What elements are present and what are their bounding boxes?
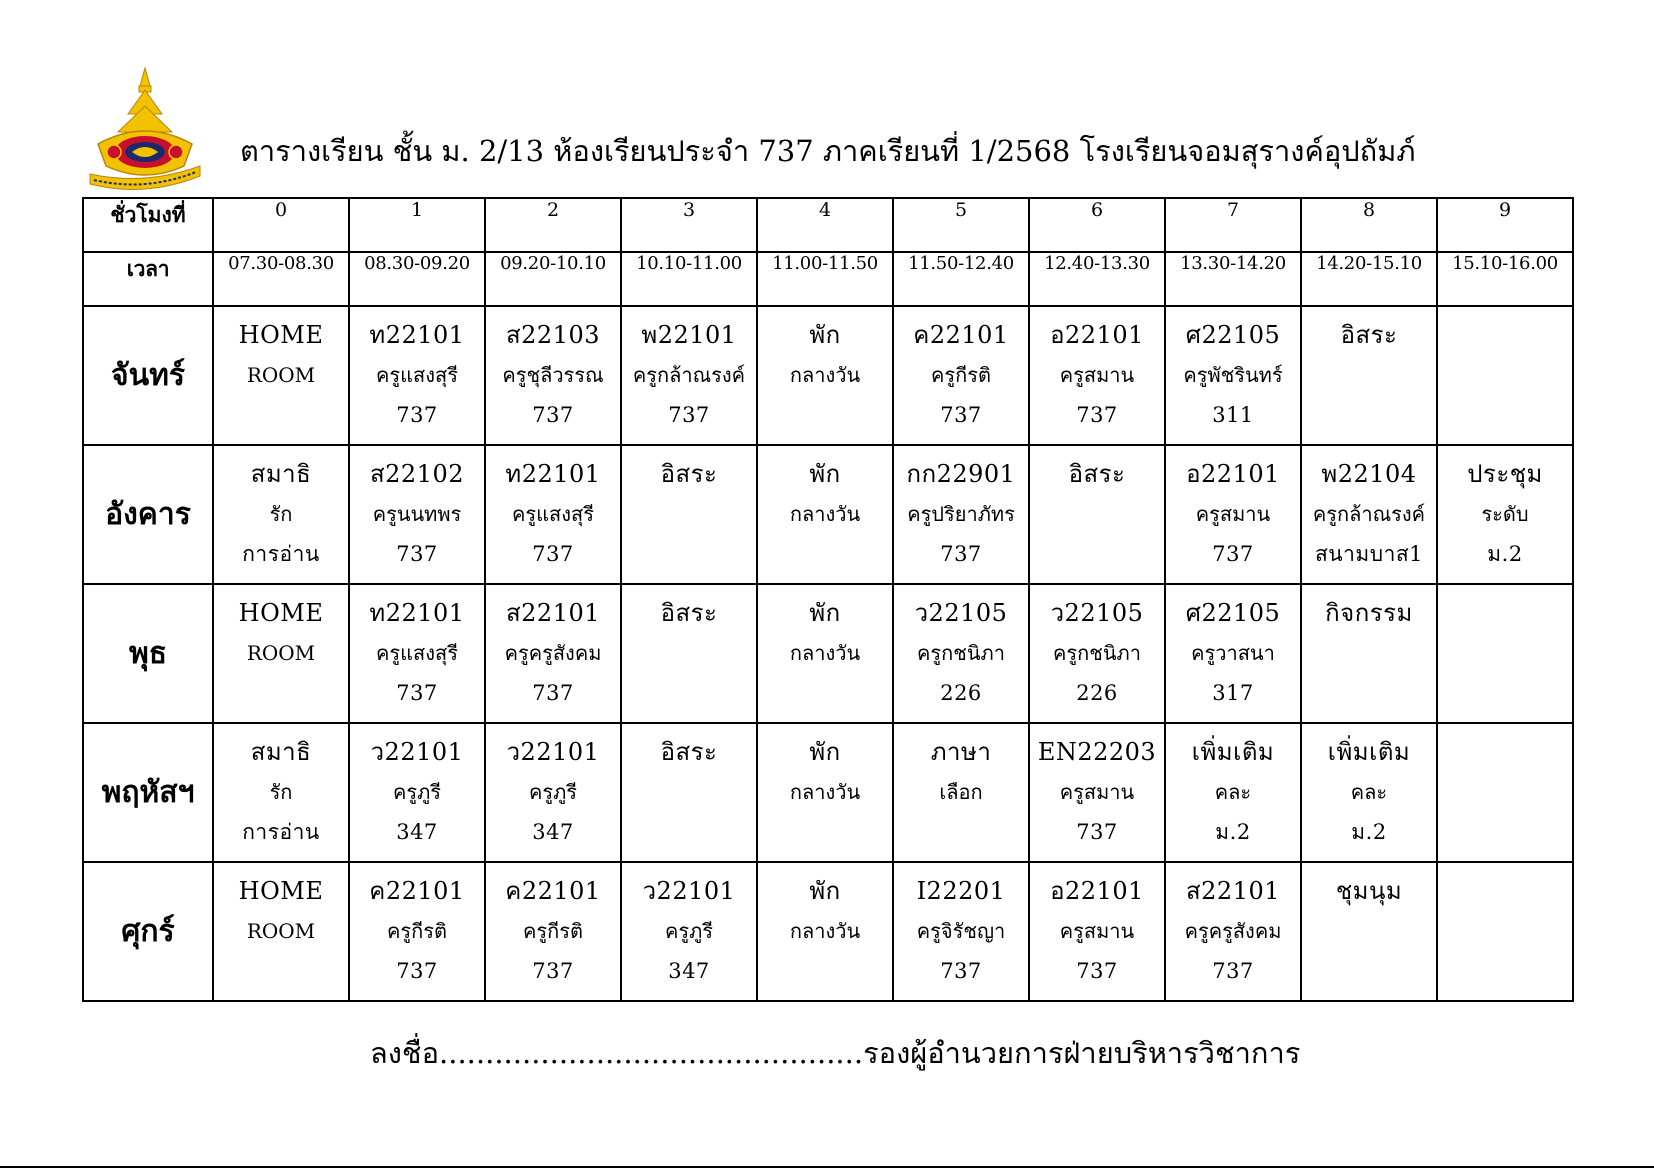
teacher-name: ครูครูสังคม xyxy=(504,641,602,665)
class-cell xyxy=(757,584,893,723)
time-range: 09.20-10.10 xyxy=(485,252,621,306)
subject-code: อิสระ xyxy=(660,599,718,627)
class-cell xyxy=(349,862,485,1001)
subject-code: ว22101 xyxy=(370,738,464,766)
class-cell xyxy=(757,862,893,1001)
teacher-name: ครูวาสนา xyxy=(1191,641,1275,665)
subject-code: ส22103 xyxy=(506,321,600,349)
class-cell xyxy=(485,445,621,584)
time-range: 14.20-15.10 xyxy=(1301,252,1437,306)
teacher-name: คละ xyxy=(1214,780,1252,804)
subject-code: ภาษา xyxy=(930,738,992,766)
teacher-name xyxy=(1438,911,1572,951)
room-number: 737 xyxy=(940,403,982,427)
time-label: เวลา xyxy=(83,252,213,306)
room-number xyxy=(1302,673,1436,713)
subject-code: HOME xyxy=(238,321,324,349)
class-cell xyxy=(349,306,485,445)
time-range: 15.10-16.00 xyxy=(1437,252,1573,306)
school-emblem-icon xyxy=(84,66,206,196)
subject-code: สมาธิ xyxy=(250,460,312,488)
teacher-name: กลางวัน xyxy=(789,919,861,943)
subject-code xyxy=(1438,871,1572,911)
class-cell xyxy=(1301,306,1437,445)
time-range: 12.40-13.30 xyxy=(1029,252,1165,306)
period-number: 1 xyxy=(349,198,485,252)
time-range: 11.00-11.50 xyxy=(757,252,893,306)
day-row xyxy=(83,862,1573,1001)
class-cell xyxy=(485,306,621,445)
class-cell xyxy=(349,445,485,584)
class-cell xyxy=(1301,445,1437,584)
subject-code: อ22101 xyxy=(1050,321,1144,349)
teacher-name: รัก xyxy=(269,780,293,804)
class-cell xyxy=(213,306,349,445)
room-number: 737 xyxy=(1212,959,1254,983)
subject-code: ท22101 xyxy=(369,599,465,627)
subject-code: ส22101 xyxy=(1186,877,1280,905)
day-name: ศุกร์ xyxy=(83,862,213,1001)
room-number xyxy=(894,812,1028,852)
teacher-name: ครูแสงสุรี xyxy=(512,502,594,526)
teacher-name: ครูสมาน xyxy=(1059,919,1135,943)
subject-code: ค22101 xyxy=(913,321,1009,349)
room-number xyxy=(1030,534,1164,574)
subject-code: กิจกรรม xyxy=(1325,599,1413,627)
day-name: อังคาร xyxy=(83,445,213,584)
room-number xyxy=(214,951,348,991)
room-number: 737 xyxy=(396,542,438,566)
teacher-name: คละ xyxy=(1350,780,1388,804)
subject-code: ชุมนุม xyxy=(1335,877,1403,905)
day-row xyxy=(83,723,1573,862)
room-number: 737 xyxy=(532,542,574,566)
class-cell xyxy=(757,306,893,445)
subject-code: ท22101 xyxy=(369,321,465,349)
class-cell xyxy=(1301,584,1437,723)
room-number: 737 xyxy=(396,403,438,427)
teacher-name: ครูกล้าณรงค์ xyxy=(1312,502,1426,526)
subject-code: ส22101 xyxy=(506,599,600,627)
class-cell xyxy=(621,306,757,445)
school-logo xyxy=(84,66,206,196)
class-cell xyxy=(893,723,1029,862)
subject-code: อ22101 xyxy=(1186,460,1280,488)
class-cell xyxy=(893,862,1029,1001)
room-number xyxy=(214,395,348,435)
teacher-name: ครูครูสังคม xyxy=(1184,919,1282,943)
class-cell xyxy=(1165,584,1301,723)
room-number: 311 xyxy=(1212,403,1254,427)
subject-code: ศ22105 xyxy=(1185,321,1281,349)
subject-code: พ22104 xyxy=(1321,460,1417,488)
teacher-name: ครูแสงสุรี xyxy=(376,641,458,665)
class-cell xyxy=(757,723,893,862)
teacher-name xyxy=(1438,355,1572,395)
class-cell xyxy=(757,445,893,584)
room-number xyxy=(622,534,756,574)
teacher-name xyxy=(1438,633,1572,673)
teacher-name: ครูชุลีวรรณ xyxy=(502,363,604,387)
signature-line: ลงชื่อ..............................................รองผู้อำนวยการฝ่ายบริหารวิชาการ xyxy=(370,1036,1301,1070)
day-row xyxy=(83,584,1573,723)
teacher-name: ครูแสงสุรี xyxy=(376,363,458,387)
class-cell xyxy=(1029,584,1165,723)
room-number: ม.2 xyxy=(1215,820,1251,844)
class-cell xyxy=(349,723,485,862)
class-cell xyxy=(1165,306,1301,445)
class-cell xyxy=(349,584,485,723)
subject-code: เพิ่มเติม xyxy=(1191,738,1275,766)
room-number: 347 xyxy=(532,820,574,844)
page-title: ตารางเรียน ชั้น ม. 2/13 ห้องเรียนประจำ 737 ภาคเรียนที่ 1/2568 โรงเรียนจอมสุรางค์อุปถัมภ์ xyxy=(240,134,1416,168)
room-number: การอ่าน xyxy=(242,820,320,844)
day-name: จันทร์ xyxy=(83,306,213,445)
subject-code: ค22101 xyxy=(369,877,465,905)
subject-code: HOME xyxy=(238,599,324,627)
room-number: 737 xyxy=(940,959,982,983)
timetable xyxy=(82,197,1574,1002)
teacher-name xyxy=(622,772,756,812)
subject-code: พ22101 xyxy=(641,321,737,349)
room-number xyxy=(1438,812,1572,852)
room-number xyxy=(1302,951,1436,991)
period-number: 8 xyxy=(1301,198,1437,252)
day-name: พฤหัสฯ xyxy=(83,723,213,862)
room-number: 737 xyxy=(1076,403,1118,427)
teacher-name: ครูนนทพร xyxy=(372,502,462,526)
teacher-name: กลางวัน xyxy=(789,363,861,387)
teacher-name xyxy=(622,494,756,534)
subject-code: ท22101 xyxy=(505,460,601,488)
subject-code: ประชุม xyxy=(1467,460,1543,488)
room-number: 317 xyxy=(1212,681,1254,705)
room-number xyxy=(1302,395,1436,435)
teacher-name xyxy=(1302,911,1436,951)
teacher-name: ครูกีรติ xyxy=(523,919,583,943)
room-number: 347 xyxy=(668,959,710,983)
period-number: 7 xyxy=(1165,198,1301,252)
period-label: ชั่วโมงที่ xyxy=(83,198,213,252)
room-number: 737 xyxy=(532,403,574,427)
room-number: 737 xyxy=(668,403,710,427)
class-cell xyxy=(1165,723,1301,862)
teacher-name: ROOM xyxy=(246,641,316,665)
teacher-name: เลือก xyxy=(939,780,983,804)
class-cell xyxy=(1165,862,1301,1001)
room-number xyxy=(1438,395,1572,435)
subject-code: เพิ่มเติม xyxy=(1327,738,1411,766)
subject-code: พัก xyxy=(809,321,841,349)
teacher-name: ครูกชนิภา xyxy=(917,641,1005,665)
class-cell xyxy=(485,862,621,1001)
class-cell xyxy=(1437,306,1573,445)
room-number xyxy=(214,673,348,713)
room-number: 737 xyxy=(1076,959,1118,983)
room-number: 737 xyxy=(1212,542,1254,566)
class-cell xyxy=(893,445,1029,584)
bottom-divider xyxy=(0,1166,1654,1168)
teacher-name: กลางวัน xyxy=(789,641,861,665)
period-number: 9 xyxy=(1437,198,1573,252)
subject-code: ว22105 xyxy=(1050,599,1144,627)
subject-code xyxy=(1438,732,1572,772)
day-row xyxy=(83,306,1573,445)
teacher-name: ครูกีรติ xyxy=(931,363,991,387)
subject-code: กก22901 xyxy=(906,460,1016,488)
teacher-name xyxy=(1438,772,1572,812)
teacher-name: ครูปริยาภัทร xyxy=(907,502,1015,526)
subject-code: ว22105 xyxy=(914,599,1008,627)
class-cell xyxy=(1437,584,1573,723)
subject-code: พัก xyxy=(809,877,841,905)
subject-code: อิสระ xyxy=(1068,460,1126,488)
class-cell xyxy=(213,445,349,584)
time-range: 08.30-09.20 xyxy=(349,252,485,306)
room-number: 737 xyxy=(940,542,982,566)
subject-code: อิสระ xyxy=(660,738,718,766)
teacher-name: ครูกชนิภา xyxy=(1053,641,1141,665)
room-number: 737 xyxy=(532,681,574,705)
room-number: 737 xyxy=(396,681,438,705)
subject-code: พัก xyxy=(809,599,841,627)
class-cell xyxy=(1301,723,1437,862)
teacher-name: กลางวัน xyxy=(789,502,861,526)
subject-code: ค22101 xyxy=(505,877,601,905)
class-cell xyxy=(1029,723,1165,862)
class-cell xyxy=(621,723,757,862)
teacher-name: ครูพัชรินทร์ xyxy=(1183,363,1283,387)
period-number: 3 xyxy=(621,198,757,252)
class-cell xyxy=(621,584,757,723)
teacher-name: รัก xyxy=(269,502,293,526)
period-number: 4 xyxy=(757,198,893,252)
subject-code: อ22101 xyxy=(1050,877,1144,905)
subject-code xyxy=(1438,315,1572,355)
time-range: 11.50-12.40 xyxy=(893,252,1029,306)
teacher-name: ครูสมาน xyxy=(1059,780,1135,804)
teacher-name: ครูกล้าณรงค์ xyxy=(632,363,746,387)
subject-code: อิสระ xyxy=(1340,321,1398,349)
period-number: 0 xyxy=(213,198,349,252)
teacher-name: ครูภูรี xyxy=(528,780,578,804)
room-number: 737 xyxy=(396,959,438,983)
class-cell xyxy=(621,862,757,1001)
teacher-name: ครูสมาน xyxy=(1059,363,1135,387)
room-number: ม.2 xyxy=(1487,542,1523,566)
room-number xyxy=(758,812,892,852)
teacher-name: ครูสมาน xyxy=(1195,502,1271,526)
class-cell xyxy=(1029,445,1165,584)
class-cell xyxy=(893,584,1029,723)
subject-code: EN22203 xyxy=(1037,738,1157,766)
day-row xyxy=(83,445,1573,584)
teacher-name xyxy=(1030,494,1164,534)
room-number: 226 xyxy=(940,681,982,705)
room-number xyxy=(758,951,892,991)
room-number: 226 xyxy=(1076,681,1118,705)
subject-code: I22201 xyxy=(916,877,1006,905)
teacher-name: ครูกีรติ xyxy=(387,919,447,943)
room-number xyxy=(1438,951,1572,991)
subject-code: พัก xyxy=(809,738,841,766)
subject-code: ว22101 xyxy=(506,738,600,766)
subject-code: สมาธิ xyxy=(250,738,312,766)
time-range: 13.30-14.20 xyxy=(1165,252,1301,306)
teacher-name: ระดับ xyxy=(1481,502,1529,526)
teacher-name: ครูภูรี xyxy=(664,919,714,943)
time-header-row xyxy=(83,252,1573,306)
room-number: สนามบาส1 xyxy=(1314,542,1424,566)
class-cell xyxy=(893,306,1029,445)
teacher-name: ครูภูรี xyxy=(392,780,442,804)
class-cell xyxy=(213,584,349,723)
class-cell xyxy=(213,862,349,1001)
room-number xyxy=(622,812,756,852)
room-number xyxy=(1438,673,1572,713)
room-number xyxy=(758,395,892,435)
room-number: 737 xyxy=(532,959,574,983)
subject-code: HOME xyxy=(238,877,324,905)
room-number xyxy=(758,673,892,713)
room-number xyxy=(758,534,892,574)
class-cell xyxy=(1165,445,1301,584)
class-cell xyxy=(1029,862,1165,1001)
subject-code xyxy=(1438,593,1572,633)
teacher-name xyxy=(622,633,756,673)
subject-code: ศ22105 xyxy=(1185,599,1281,627)
class-cell xyxy=(1437,445,1573,584)
period-number: 6 xyxy=(1029,198,1165,252)
teacher-name xyxy=(1302,355,1436,395)
room-number xyxy=(622,673,756,713)
class-cell xyxy=(485,584,621,723)
teacher-name: ROOM xyxy=(246,919,316,943)
teacher-name: กลางวัน xyxy=(789,780,861,804)
class-cell xyxy=(485,723,621,862)
period-header-row xyxy=(83,198,1573,252)
room-number: ม.2 xyxy=(1351,820,1387,844)
class-cell xyxy=(213,723,349,862)
class-cell xyxy=(1029,306,1165,445)
subject-code: ว22101 xyxy=(642,877,736,905)
room-number: 347 xyxy=(396,820,438,844)
teacher-name: ROOM xyxy=(246,363,316,387)
day-rows xyxy=(83,306,1573,1001)
subject-code: ส22102 xyxy=(370,460,464,488)
time-range: 10.10-11.00 xyxy=(621,252,757,306)
day-name: พุธ xyxy=(83,584,213,723)
period-number: 2 xyxy=(485,198,621,252)
subject-code: อิสระ xyxy=(660,460,718,488)
teacher-name xyxy=(1302,633,1436,673)
class-cell xyxy=(1437,723,1573,862)
class-cell xyxy=(621,445,757,584)
room-number: 737 xyxy=(1076,820,1118,844)
room-number: การอ่าน xyxy=(242,542,320,566)
subject-code: พัก xyxy=(809,460,841,488)
teacher-name: ครูจิรัชญา xyxy=(916,919,1006,943)
class-cell xyxy=(1301,862,1437,1001)
time-range: 07.30-08.30 xyxy=(213,252,349,306)
period-number: 5 xyxy=(893,198,1029,252)
class-cell xyxy=(1437,862,1573,1001)
